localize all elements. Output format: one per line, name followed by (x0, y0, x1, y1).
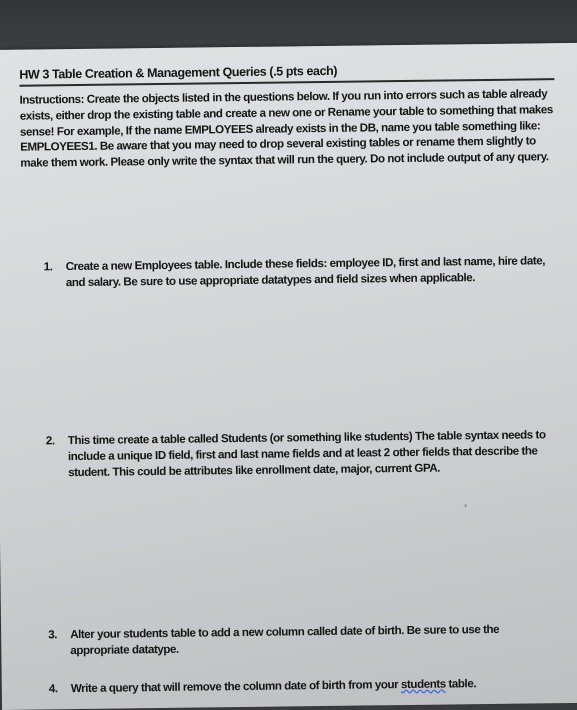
instructions-label: Instructions: (19, 92, 85, 107)
question-3-text: Alter your students table to add a new column called date of birth. Be sure to use the appropriate datatype. (70, 622, 500, 658)
paper-speck (465, 504, 467, 507)
question-1-number: 1. (43, 260, 53, 274)
question-1 (44, 253, 549, 291)
question-4-text (71, 675, 554, 697)
instructions-text: Create the objects listed in the questions below. If you run into errors such as table already exists, either drop the existing table and create a new one or Rename your table to something that makes sense! For example, If the name EMPLOYEES already exists in the DB, name you table something like: EMPLOYEES1. Be aware that you may need to drop several existing tables or rename them slightly to make them work. Please only write the syntax that will run the query. Do not include output of any query. (19, 87, 553, 170)
spellcheck-underlined-word: students (400, 677, 446, 692)
question-4-text-end: table. (445, 677, 477, 691)
question-4-number: 4. (48, 682, 58, 696)
question-2-text: This time create a table called Students (or something like students) The table syntax needs to include a unique ID field, first and last name fields and at least 2 other fields that describe the student. This could be attributes like enrollment date, major, current GPA. (67, 428, 546, 480)
question-2-number: 2. (45, 434, 55, 448)
document-page (0, 43, 577, 710)
question-2 (46, 427, 552, 481)
question-4-text-start: Write a query that will remove the column date of birth from your (70, 678, 402, 696)
instructions-paragraph (20, 86, 556, 172)
document-content (19, 61, 560, 696)
page-title: HW 3 Table Creation & Management Queries (.5 pts each) (19, 61, 554, 87)
question-3 (48, 621, 553, 659)
question-4 (49, 675, 554, 697)
question-1-text: Create a new Employees table. Include these fields: employee ID, first and last name, hire date, and salary. Be sure to use appropriate datatypes and field sizes when applicable. (65, 254, 546, 290)
question-3-number: 3. (48, 628, 58, 642)
